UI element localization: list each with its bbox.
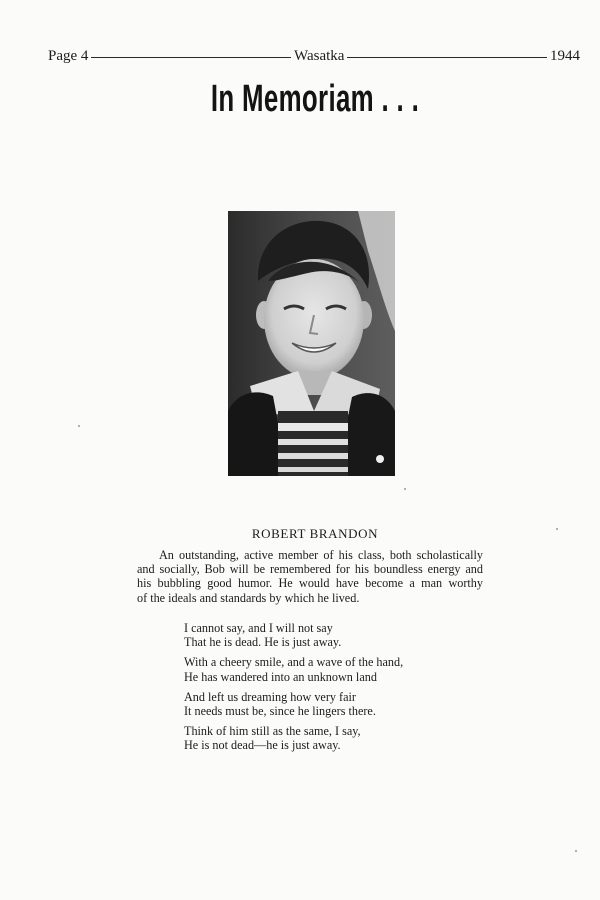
page-title: In Memoriam . . . bbox=[210, 78, 420, 120]
paragraph-line: of the ideals and standards by which he lived. bbox=[137, 590, 360, 605]
paragraph-line: his bubbling good humor. He would have become a man worthy bbox=[137, 576, 483, 591]
paragraph-line: An outstanding, active member of his class, both scholastically bbox=[159, 548, 483, 562]
memorial-poem bbox=[184, 621, 403, 759]
year: 1944 bbox=[550, 48, 581, 64]
portrait-photo-illustration bbox=[228, 211, 395, 476]
paper-speck bbox=[575, 850, 577, 852]
header-rule-left bbox=[91, 57, 291, 58]
poem-line: It needs must be, since he lingers there. bbox=[184, 704, 376, 719]
poem-line: With a cheery smile, and a wave of the hand, bbox=[184, 655, 404, 670]
paper-speck bbox=[404, 488, 406, 490]
poem-line: He has wandered into an unknown land bbox=[184, 669, 377, 684]
paper-speck bbox=[556, 528, 558, 530]
paper-speck bbox=[78, 425, 80, 427]
memorial-paragraph bbox=[137, 548, 483, 605]
poem-stanza bbox=[184, 724, 403, 752]
paragraph-line: and socially, Bob will be remembered for his boundless energy and bbox=[137, 562, 483, 577]
poem-line: And left us dreaming how very fair bbox=[184, 689, 356, 704]
poem-stanza bbox=[184, 655, 403, 683]
page-header bbox=[48, 47, 580, 65]
portrait-photo bbox=[228, 211, 395, 476]
memorial-name: ROBERT BRANDON bbox=[251, 526, 379, 541]
header-rule-right bbox=[347, 57, 547, 58]
poem-stanza bbox=[184, 621, 403, 649]
page-number: Page 4 bbox=[48, 48, 89, 64]
poem-line: Think of him still as the same, I say, bbox=[184, 724, 361, 739]
poem-line: He is not dead—he is just away. bbox=[184, 738, 341, 753]
poem-stanza bbox=[184, 690, 403, 718]
poem-line: That he is dead. He is just away. bbox=[184, 635, 342, 650]
publication-name: Wasatka bbox=[294, 48, 345, 64]
poem-line: I cannot say, and I will not say bbox=[184, 621, 333, 635]
